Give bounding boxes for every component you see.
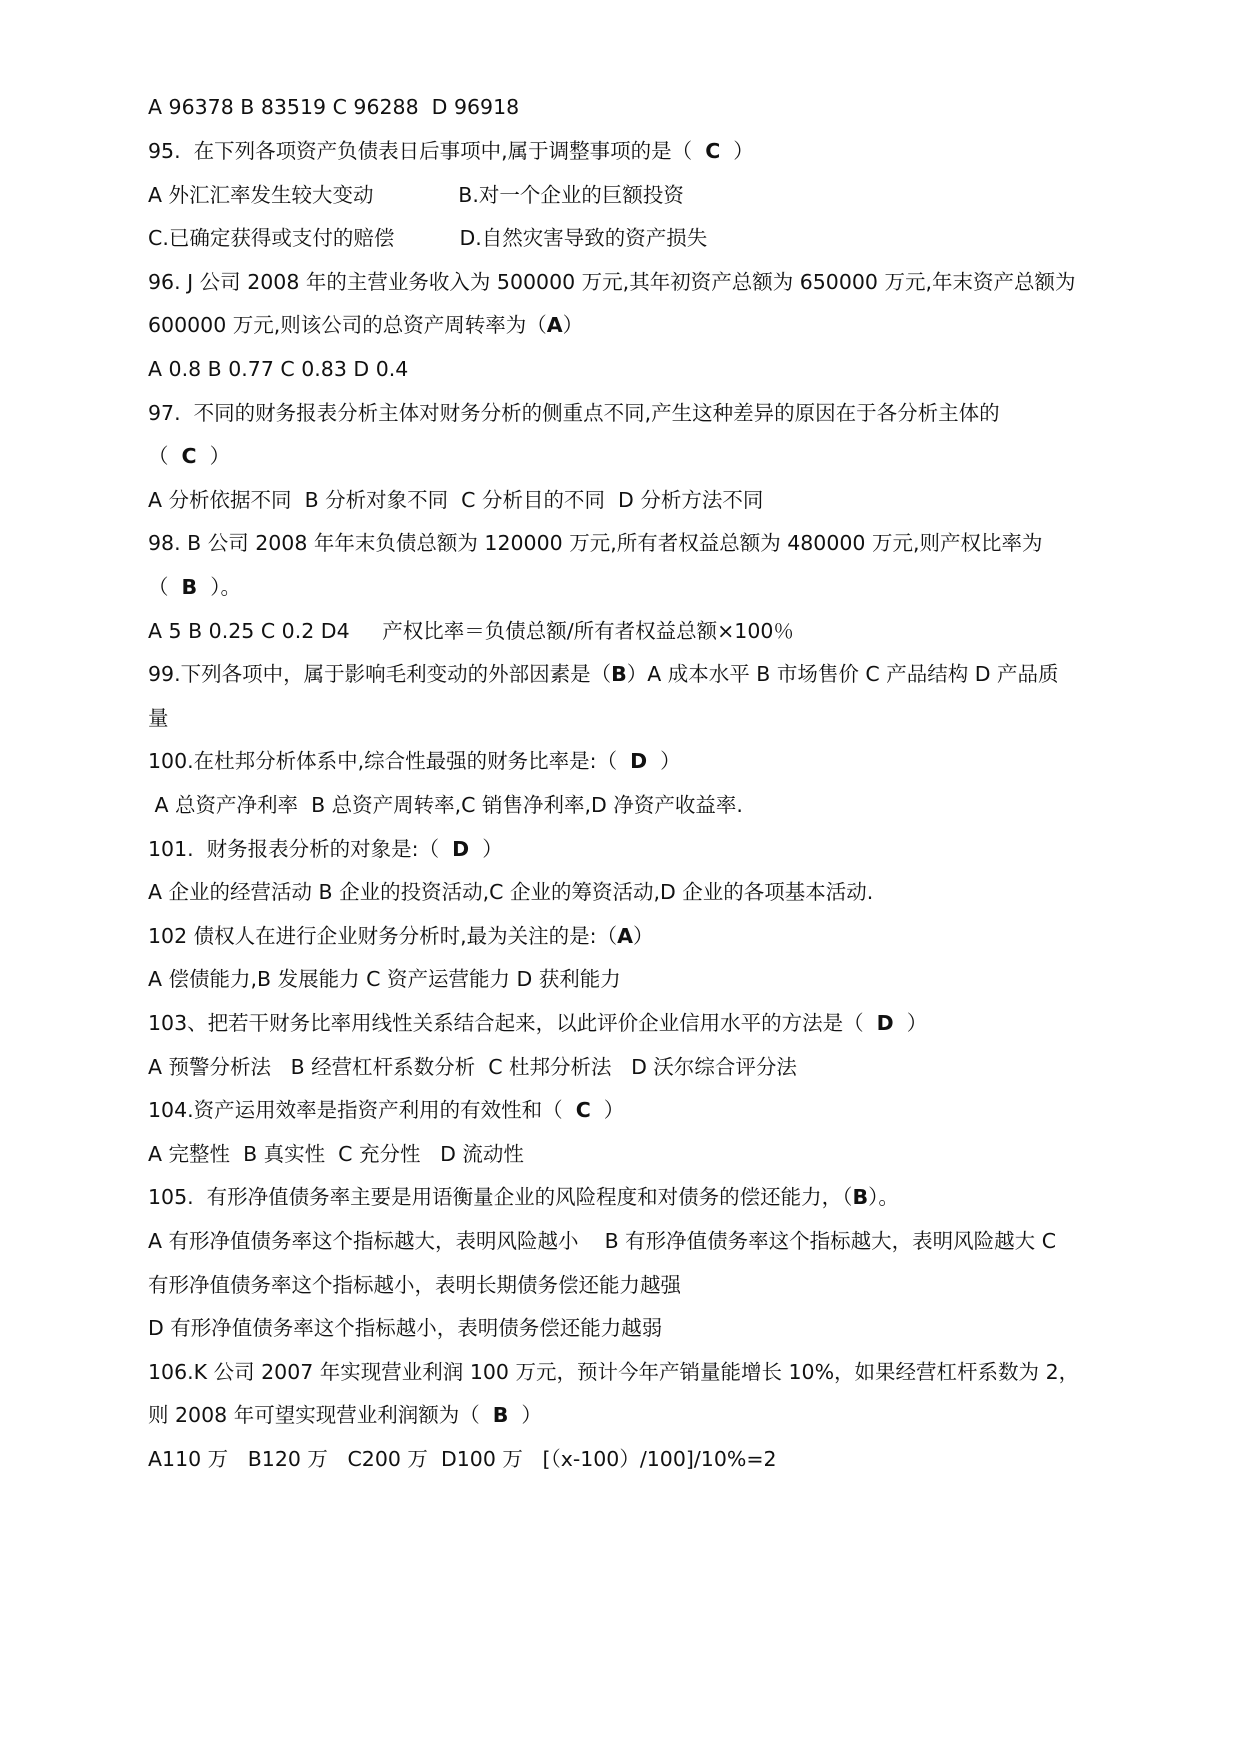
- answer-mark: D: [630, 749, 648, 773]
- answer-mark: C: [181, 444, 197, 468]
- text-line: 则 2008 年可望实现营业利润额为（ B ）: [148, 1403, 542, 1427]
- answer-mark: B: [492, 1403, 509, 1427]
- text-line: A 分析依据不同 B 分析对象不同 C 分析目的不同 D 分析方法不同: [148, 488, 764, 512]
- text-line: A 外汇汇率发生较大变动 B.对一个企业的巨额投资: [148, 183, 684, 207]
- question-99: 99.下列各项中，属于影响毛利变动的外部因素是（B）A 成本水平 B 市场售价 C 产品结构 D 产品质: [148, 662, 1059, 686]
- text-line: 量: [148, 706, 169, 730]
- text-line: A 企业的经营活动 B 企业的投资活动,C 企业的筹资活动,D 企业的各项基本活动.: [148, 880, 874, 904]
- text-line: A110 万 B120 万 C200 万 D100 万 [（x-100）/100]/10%=2: [148, 1447, 777, 1471]
- answer-mark: B: [181, 575, 198, 599]
- text-line: 600000 万元,则该公司的总资产周转率为（A）: [148, 313, 584, 337]
- answer-mark: B: [611, 662, 627, 686]
- text-line: A 预警分析法 B 经营杠杆系数分析 C 杜邦分析法 D 沃尔综合评分法: [148, 1055, 797, 1079]
- text-line: A 完整性 B 真实性 C 充分性 D 流动性: [148, 1142, 524, 1166]
- text-line: A 96378 B 83519 C 96288 D 96918: [148, 95, 520, 119]
- answer-mark: C: [705, 139, 721, 163]
- answer-mark: D: [452, 837, 470, 861]
- question-97: 97. 不同的财务报表分析主体对财务分析的侧重点不同,产生这种差异的原因在于各分析主体的: [148, 401, 1000, 425]
- text-line: A 0.8 B 0.77 C 0.83 D 0.4: [148, 357, 409, 381]
- question-98: 98. B 公司 2008 年年末负债总额为 120000 万元,所有者权益总额为 480000 万元,则产权比率为: [148, 531, 1043, 555]
- text-line: （ B ）。: [148, 575, 241, 599]
- question-104: 104.资产运用效率是指资产利用的有效性和（ C ）: [148, 1098, 625, 1122]
- question-103: 103、把若干财务比率用线性关系结合起来，以此评价企业信用水平的方法是（ D ）: [148, 1011, 928, 1035]
- text-line: A 偿债能力,B 发展能力 C 资产运营能力 D 获利能力: [148, 967, 621, 991]
- text-line: A 有形净值债务率这个指标越大，表明风险越小 B 有形净值债务率这个指标越大，表明风险越大 C: [148, 1229, 1057, 1253]
- question-101: 101. 财务报表分析的对象是:（ D ）: [148, 837, 503, 861]
- question-102: 102 债权人在进行企业财务分析时,最为关注的是:（A）: [148, 924, 654, 948]
- question-95: 95. 在下列各项资产负债表日后事项中,属于调整事项的是（ C ）: [148, 139, 754, 163]
- text-line: C.已确定获得或支付的赔偿 D.自然灾害导致的资产损失: [148, 226, 708, 250]
- question-106: 106.K 公司 2007 年实现营业利润 100 万元，预计今年产销量能增长 10%，如果经营杠杆系数为 2，: [148, 1360, 1080, 1384]
- answer-mark: C: [575, 1098, 591, 1122]
- question-100: 100.在杜邦分析体系中,综合性最强的财务比率是:（ D ）: [148, 749, 681, 773]
- answer-mark: A: [546, 313, 563, 337]
- answer-mark: B: [852, 1185, 869, 1209]
- text-line: 有形净值债务率这个指标越小，表明长期债务偿还能力越强: [148, 1273, 681, 1297]
- text-line: D 有形净值债务率这个指标越小，表明债务偿还能力越弱: [148, 1316, 663, 1340]
- question-105: 105. 有形净值债务率主要是用语衡量企业的风险程度和对债务的偿还能力，（B）。: [148, 1185, 899, 1209]
- text-line: A 总资产净利率 B 总资产周转率,C 销售净利率,D 净资产收益率.: [148, 793, 743, 817]
- question-96: 96. J 公司 2008 年的主营业务收入为 500000 万元,其年初资产总额为 650000 万元,年末资产总额为: [148, 270, 1076, 294]
- answer-mark: A: [617, 924, 633, 948]
- text-line: A 5 B 0.25 C 0.2 D4 产权比率＝负债总额/所有者权益总额×100％: [148, 619, 794, 643]
- text-line: （ C ）: [148, 444, 231, 468]
- answer-mark: D: [876, 1011, 894, 1035]
